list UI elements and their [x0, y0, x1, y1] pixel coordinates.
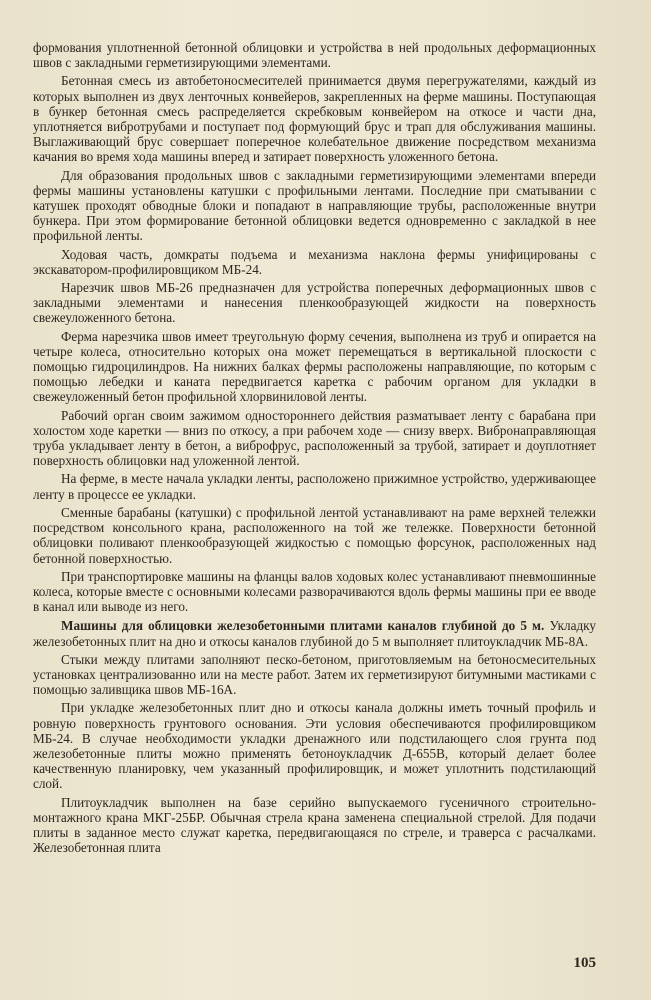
paragraph: При транспортировке машины на фланцы валов ходовых колес устанавливают пневмошинные колеса, которые вместе с основными колесами разворачиваются вдоль фермы машины при ее вводе в канал или выводе из него.: [33, 568, 596, 615]
paragraph: Плитоукладчик выполнен на базе серийно выпускаемого гусеничного строительно-монтажного крана МКГ-25БР. Обычная стрела крана заменена специальной стрелой. Для подачи плиты в заданное место служат каретка, передвигающаяся по стреле, и траверса с расчалками. Железобетонная плита: [33, 794, 596, 856]
paragraph: формования уплотненной бетонной облицовки и устройства в ней продольных деформационных швов с закладными герметизирующими элементами.: [33, 40, 596, 71]
paragraph: Для образования продольных швов с закладными герметизирующими элементами впереди фермы машины установлены катушки с профильными лентами. Последние при сматывании с катушек проходят обводные блоки и попадают в направляющие трубы, расположенные внутри бункера. При этом формирование бетонной облицовки ведется одновременно с закладкой в нее профильной ленты.: [33, 167, 596, 244]
paragraph: При укладке железобетонных плит дно и откосы канала должны иметь точный профиль и ровную поверхность грунтового основания. Эти условия обеспечиваются профилировщиком МБ-24. В случае необходимости укладки дренажного или подстилающего слоя грунта под железобетонные плиты можно применять бетоноукладчик Д-655В, который делает более качественную планировку, чем указанный профилировщик, и может уплотнить подстилающий слой.: [33, 700, 596, 792]
paragraph: На ферме, в месте начала укладки ленты, расположено прижимное устройство, удерживающее ленту в процессе ее укладки.: [33, 471, 596, 502]
section-heading-tail: Укладку железобетонных плит на дно и откосы каналов глубиной до 5 м выполняет плитоукладчик МБ-8А.: [33, 618, 596, 649]
paragraph: Ходовая часть, домкраты подъема и механизма наклона фермы унифицированы с экскаватором-профилировщиком МБ-24.: [33, 246, 596, 277]
body-text: [33, 40, 596, 855]
paragraph: Стыки между плитами заполняют песко-бетоном, приготовляемым на бетоносмесительных установках централизованно или на месте работ. Затем их герметизируют битумными мастиками с помощью заливщика швов МБ-16А.: [33, 651, 596, 698]
page-number: 105: [573, 955, 596, 971]
paragraph: Бетонная смесь из автобетоносмесителей принимается двумя перегружателями, каждый из которых выполнен из двух ленточных конвейеров, закрепленных на ферме машины. Поступающая в бункер бетонная смесь распределяется скребковым конвейером на откосе и части дна, уплотняется вибротрубами и поступает под формующий брус и трап для обслуживания машины. Выглаживающий брус совершает поперечное колебательное движение посредством механизма качания во время хода машины вперед и затирает поверхность уложенного бетона.: [33, 73, 596, 165]
section-heading: Машины для облицовки железобетонными плитами каналов глубиной до 5 м.: [61, 618, 545, 634]
paragraph: Рабочий орган своим зажимом одностороннего действия разматывает ленту с барабана при холостом ходе каретки — вниз по откосу, а при рабочем ходе — снизу вверх. Вибронаправляющая труба укладывает ленту в бетон, а виброфрус, расположенный за трубой, затирает и доуплотняет поверхность облицовки над уложенной лентой.: [33, 407, 596, 469]
paragraph: Ферма нарезчика швов имеет треугольную форму сечения, выполнена из труб и опирается на четыре колеса, относительно которых она может перемещаться в вертикальной плоскости с помощью гидроцилиндров. На нижних балках фермы расположены направляющие, по которым с помощью лебедки и каната передвигается каретка с рабочим органом для укладки в свежеуложенный бетон профильной хлорвиниловой ленты.: [33, 328, 596, 405]
paragraph: Нарезчик швов МБ-26 предназначен для устройства поперечных деформационных швов с закладными элементами и нанесения пленкообразующей жидкости на поверхность свежеуложенного бетона.: [33, 280, 596, 326]
paragraph: Сменные барабаны (катушки) с профильной лентой устанавливают на раме верхней тележки посредством консольного крана, расположенного на той же тележке. Поверхности бетонной облицовки поливают пленкообразующей жидкостью с помощью форсунок, расположенных над бетонной поверхностью.: [33, 504, 596, 566]
section-paragraph: [33, 618, 596, 648]
